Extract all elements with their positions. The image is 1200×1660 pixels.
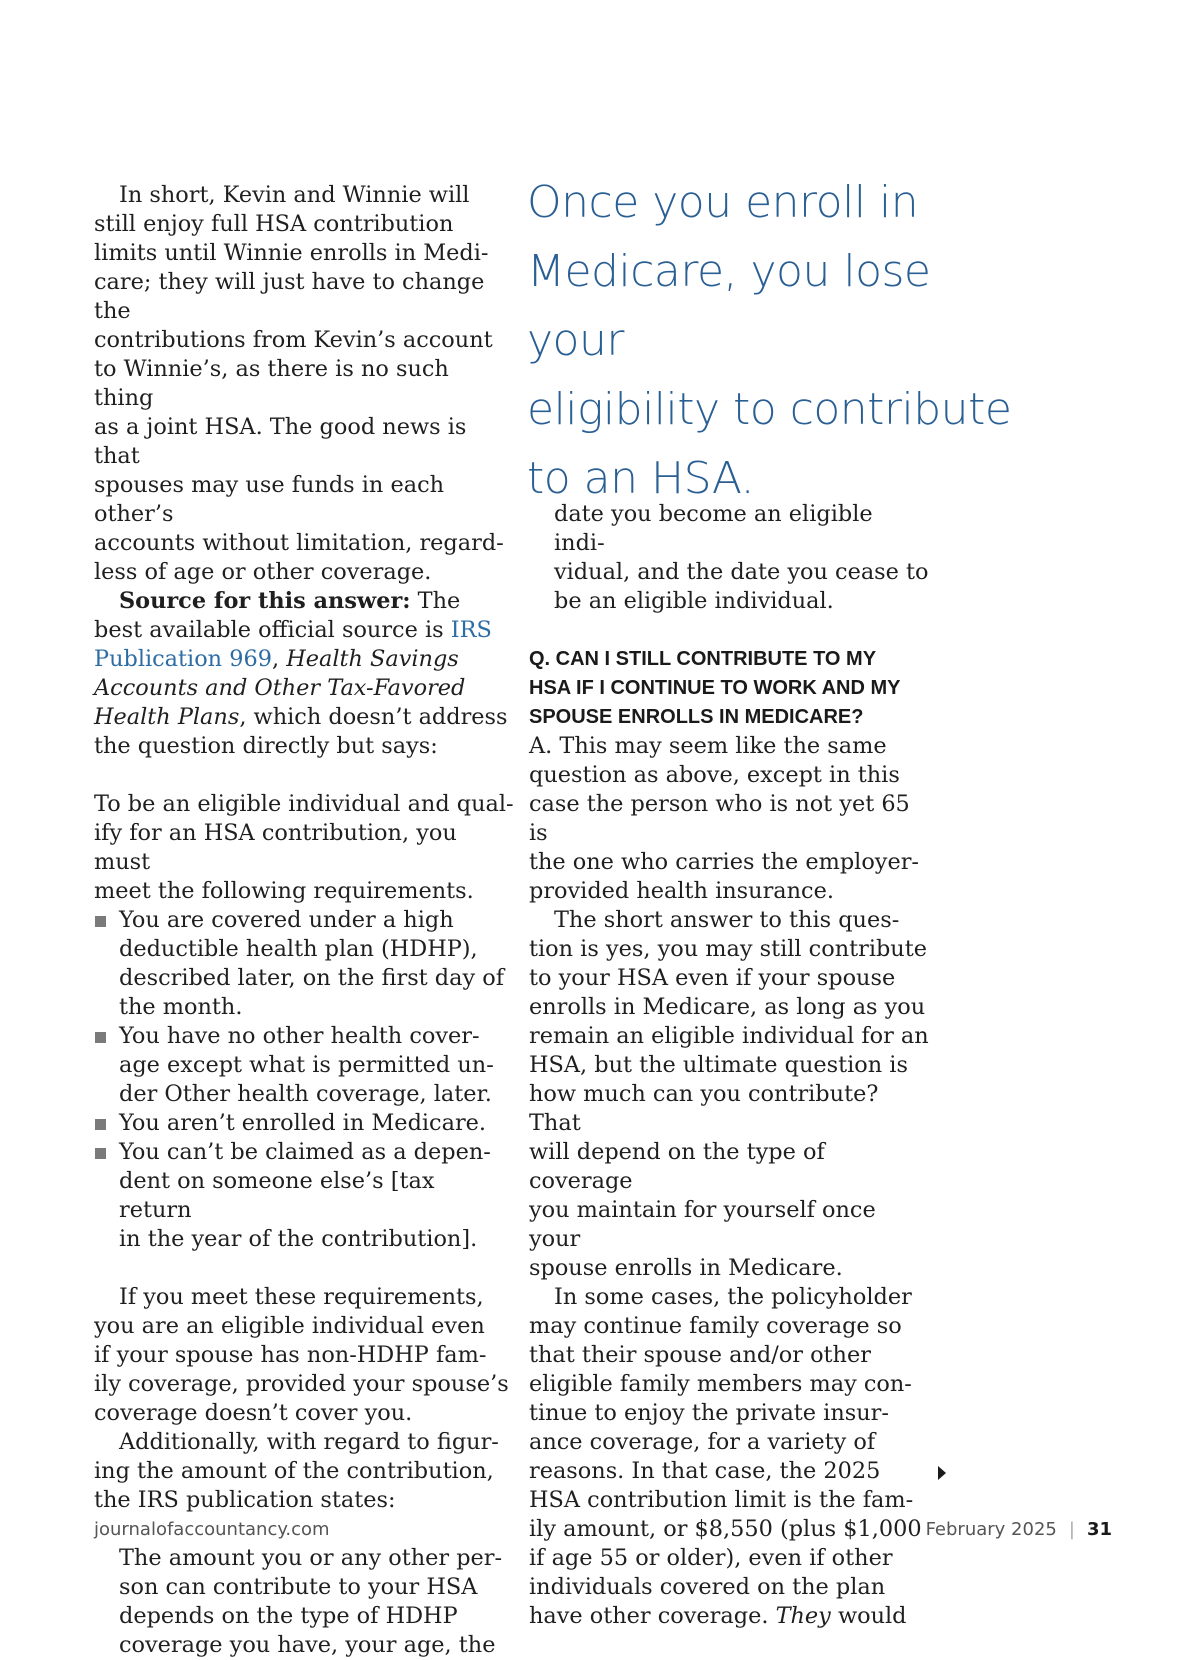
text-line: case the person who is not yet 65 is [529, 791, 910, 846]
list-item [94, 1022, 514, 1109]
square-bullet-icon [95, 916, 106, 927]
text-line: depends on the type of HDHP [119, 1603, 458, 1629]
amount-quote [94, 1544, 514, 1660]
requirements-list [94, 906, 514, 1254]
text-line: vidual, and the date you cease to [554, 559, 929, 585]
text-line: deductible health plan (HDHP), [119, 936, 478, 962]
list-item [94, 906, 514, 1022]
text-line: spouse enrolls in Medicare. [529, 1255, 843, 1281]
heading-line: Q. CAN I STILL CONTRIBUTE TO MY [529, 648, 877, 670]
footer-folio [926, 1519, 1112, 1541]
irs-publication-link-cont[interactable]: Publication 969 [94, 646, 272, 672]
spacer [94, 761, 514, 790]
text-line: ance coverage, for a variety of [529, 1429, 876, 1455]
text-line: tion is yes, you may still contribute [529, 936, 927, 962]
text-line: Additionally, with regard to figur- [119, 1429, 499, 1455]
heading-line: SPOUSE ENROLLS IN MEDICARE? [529, 706, 864, 728]
text-line: that their spouse and/or other [529, 1342, 871, 1368]
text-span: The [410, 588, 461, 614]
text-line: reasons. In that case, the 2025 [529, 1458, 881, 1484]
additionally-paragraph [94, 1428, 514, 1515]
text-line: the IRS publication states: [94, 1487, 396, 1513]
text-line: if age 55 or older), even if other [529, 1545, 893, 1571]
text-line: still enjoy full HSA contribution [94, 211, 454, 237]
text-line: dent on someone else’s [tax return [119, 1168, 435, 1223]
footer-website: journalofaccountancy.com [94, 1519, 330, 1540]
square-bullet-icon [95, 1032, 106, 1043]
text-line: ing the amount of the contribution, [94, 1458, 494, 1484]
pull-quote-line: eligibility to contribute [527, 384, 1012, 435]
list-item [94, 1109, 514, 1138]
text-line: coverage you have, your age, the [119, 1632, 496, 1658]
eligible-paragraph [94, 1283, 514, 1428]
quoted-requirements [94, 790, 514, 1254]
text-line: The short answer to this ques- [554, 907, 900, 933]
text-line: ify for an HSA contribution, you must [94, 820, 457, 875]
text-line: You aren’t enrolled in Medicare. [119, 1110, 487, 1136]
heading-line: HSA IF I CONTINUE TO WORK AND MY [529, 677, 901, 699]
text-line [94, 674, 514, 703]
text-line: the one who carries the employer- [529, 849, 919, 875]
text-line: To be an eligible individual and qual- [94, 791, 514, 817]
publication-title: Health Savings [286, 646, 459, 672]
text-line: tinue to enjoy the private insur- [529, 1400, 889, 1426]
text-line: may continue family coverage so [529, 1313, 902, 1339]
text-line: HSA contribution limit is the fam- [529, 1487, 914, 1513]
text-line [94, 616, 514, 645]
text-line: you are an eligible individual even [94, 1313, 485, 1339]
text-line: individuals covered on the plan [529, 1574, 886, 1600]
text-line: you maintain for yourself once your [529, 1197, 876, 1252]
text-line: if your spouse has non-HDHP fam- [94, 1342, 487, 1368]
text-line: enrolls in Medicare, as long as you [529, 994, 926, 1020]
publication-title: Accounts and Other Tax-Favored [94, 675, 466, 701]
source-label: Source for this answer: [119, 588, 411, 614]
text-line: A. This may seem like the same [529, 733, 887, 759]
text-line: In short, Kevin and Winnie will [119, 182, 470, 208]
text-line: less of age or other coverage. [94, 559, 432, 585]
some-cases-paragraph [529, 1283, 929, 1631]
question-heading [529, 645, 929, 732]
text-line: provided health insurance. [529, 878, 834, 904]
list-item [94, 1138, 514, 1254]
text-span: , which doesn’t address [239, 704, 508, 730]
text-line: to your HSA even if your spouse [529, 965, 896, 991]
text-line: care; they will just have to change the [94, 269, 485, 324]
text-line: remain an eligible individual for an [529, 1023, 929, 1049]
intro-paragraph [94, 181, 514, 587]
square-bullet-icon [95, 1148, 106, 1159]
text-line: described later, on the first day of [119, 965, 505, 991]
text-line: spouses may use funds in each other’s [94, 472, 445, 527]
text-line [94, 703, 514, 732]
text-line: You are covered under a high [119, 907, 454, 933]
text-span: would [830, 1603, 907, 1629]
footer-separator: | [1068, 1519, 1075, 1540]
text-line: If you meet these requirements, [119, 1284, 484, 1310]
text-line: date you become an eligible indi- [554, 501, 873, 556]
page-number: 31 [1086, 1519, 1112, 1540]
footer-date: February 2025 [925, 1519, 1057, 1540]
text-line: In some cases, the policyholder [554, 1284, 912, 1310]
publication-title: Health Plans [94, 704, 240, 730]
text-line: age except what is permitted un- [119, 1052, 494, 1078]
text-line: limits until Winnie enrolls in Medi- [94, 240, 489, 266]
text-line: der Other health coverage, later. [119, 1081, 492, 1107]
text-span: , [271, 646, 287, 672]
text-line: meet the following requirements. [94, 878, 474, 904]
text-line: You can’t be claimed as a depen- [119, 1139, 491, 1165]
text-line: the question directly but says: [94, 733, 438, 759]
text-line: in the year of the contribution]. [119, 1226, 478, 1252]
pull-quote-line: Medicare, you lose your [527, 246, 931, 366]
text-line [94, 587, 514, 616]
quote-continuation [529, 500, 929, 616]
text-line: ily amount, or $8,550 (plus $1,000 [529, 1516, 922, 1542]
text-line: contributions from Kevin’s account [94, 327, 493, 353]
text-line: question as above, except in this [529, 762, 900, 788]
text-line [529, 1602, 929, 1631]
pull-quote-line: to an HSA. [527, 453, 755, 504]
text-line: as a joint HSA. The good news is that [94, 414, 467, 469]
pull-quote [527, 168, 1027, 513]
text-line: how much can you contribute? That [529, 1081, 879, 1136]
spacer [529, 616, 929, 645]
source-paragraph [94, 587, 514, 761]
text-line: the month. [119, 994, 243, 1020]
short-answer-paragraph [529, 906, 929, 1283]
text-line: be an eligible individual. [554, 588, 834, 614]
spacer [94, 1254, 514, 1283]
text-line: eligible family members may con- [529, 1371, 912, 1397]
pull-quote-line: Once you enroll in [527, 177, 919, 228]
left-column [94, 181, 514, 1660]
text-line: You have no other health cover- [119, 1023, 480, 1049]
text-line: son can contribute to your HSA [119, 1574, 478, 1600]
text-line: HSA, but the ultimate question is [529, 1052, 908, 1078]
text-line [94, 645, 514, 674]
text-line: ily coverage, provided your spouse’s [94, 1371, 509, 1397]
irs-publication-link[interactable]: IRS [450, 617, 492, 643]
answer-paragraph [529, 732, 929, 906]
continue-arrow-icon [938, 1466, 946, 1480]
text-span: have other coverage. [529, 1603, 776, 1629]
text-line: will depend on the type of coverage [529, 1139, 825, 1194]
text-line: coverage doesn’t cover you. [94, 1400, 413, 1426]
right-column [529, 500, 929, 1631]
square-bullet-icon [95, 1119, 106, 1130]
text-line: The amount you or any other per- [119, 1545, 503, 1571]
text-line: to Winnie’s, as there is no such thing [94, 356, 449, 411]
text-span: best available official source is [94, 617, 451, 643]
text-line: accounts without limitation, regard- [94, 530, 504, 556]
emphasis: They [775, 1603, 831, 1629]
